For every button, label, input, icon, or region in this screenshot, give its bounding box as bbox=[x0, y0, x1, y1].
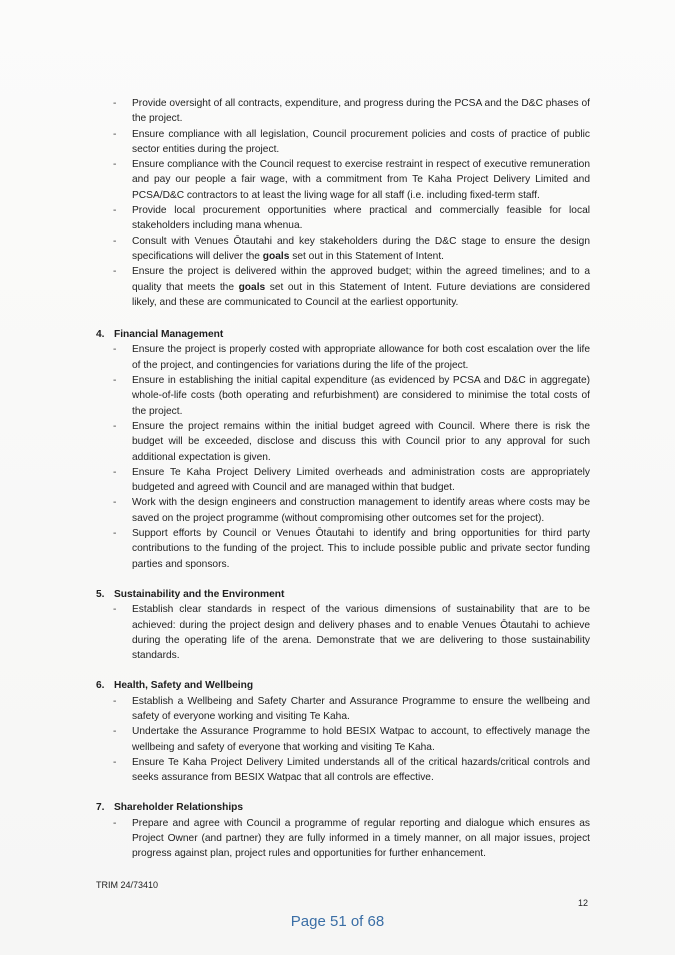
list-item: - Ensure compliance with all legislation, Council procurement policies and costs of practice of public sector entities during the project. bbox=[96, 127, 590, 158]
page-indicator: Page 51 of 68 bbox=[290, 913, 385, 930]
section-heading bbox=[96, 678, 590, 693]
list-item: - Prepare and agree with Council a programme of regular reporting and dialogue which ensures as Project Owner (and partner) they are fully informed in a timely manner, on all major issues, project progress against plan, project rules and opportunities for further enhancement. bbox=[96, 816, 590, 862]
document-body bbox=[96, 96, 590, 862]
section-heading bbox=[96, 587, 590, 602]
section-bullet-list bbox=[96, 342, 590, 571]
section-title: Financial Management bbox=[114, 329, 224, 341]
list-item: - Provide local procurement opportunities where practical and commercially feasible for local stakeholders including mana whenua. bbox=[96, 203, 590, 234]
section-title: Shareholder Relationships bbox=[114, 802, 244, 814]
section-heading bbox=[96, 800, 590, 815]
section-sustainability bbox=[96, 587, 590, 663]
list-item: - Ensure in establishing the initial capital expenditure (as evidenced by PCSA and D&C in aggregate) whole-of-life costs (both operating and refurbishment) are considered to minimise the total costs of the project. bbox=[96, 373, 590, 419]
intro-bullet-list bbox=[96, 96, 590, 310]
list-item: - Provide oversight of all contracts, expenditure, and progress during the PCSA and the D&C phases of the project. bbox=[96, 96, 590, 127]
text-segment: set out in this Statement of Intent. Future deviations are considered likely, and these are communicated to Council at the earliest opportunity. bbox=[132, 281, 590, 308]
section-number: 7. bbox=[96, 802, 105, 814]
list-item bbox=[96, 264, 590, 310]
list-item: - Ensure Te Kaha Project Delivery Limited understands all of the critical hazards/critical controls and seeks assurance from BESIX Watpac that all controls are effective. bbox=[96, 755, 590, 786]
section-number: 6. bbox=[96, 680, 105, 692]
list-item: - Ensure the project remains within the initial budget agreed with Council. Where there is risk the budget will be exceeded, disclose and discuss this with Council prior to any approval for such additional expectation is given. bbox=[96, 419, 590, 465]
section-shareholder-relationships bbox=[96, 800, 590, 861]
bold-goals: goals bbox=[262, 250, 290, 262]
section-financial-management bbox=[96, 327, 590, 572]
text-segment: set out in this Statement of Intent. bbox=[289, 250, 445, 262]
bold-goals: goals bbox=[238, 281, 266, 293]
list-item: - Undertake the Assurance Programme to hold BESIX Watpac to account, to effectively manage the wellbeing and safety of everyone that working and visiting Te Kaha. bbox=[96, 724, 590, 755]
section-bullet-list bbox=[96, 816, 590, 862]
list-item bbox=[96, 234, 590, 265]
section-heading bbox=[96, 327, 590, 342]
text-segment: Ensure the project is delivered within the approved budget; within the agreed timelines; and to a quality that meets the bbox=[132, 266, 590, 293]
section-bullet-list bbox=[96, 694, 590, 786]
list-item: - Work with the design engineers and construction management to identify areas where costs may be saved on the project programme (without compromising other outcomes set for the project). bbox=[96, 495, 590, 526]
text-segment: Consult with Venues Ōtautahi and key stakeholders during the D&C stage to ensure the design specifications will deliver the bbox=[132, 235, 590, 262]
list-item: - Ensure compliance with the Council request to exercise restraint in respect of executive remuneration and pay our people a fair wage, with a commitment from Te Kaha Project Delivery Limited and PCSA/D&C contractors to at least the living wage for all staff (i.e. including fixed-term staff. bbox=[96, 157, 590, 203]
section-health-safety bbox=[96, 678, 590, 785]
section-number: 4. bbox=[96, 329, 105, 341]
list-item: - Ensure Te Kaha Project Delivery Limited overheads and administration costs are appropriately budgeted and agreed with Council and are managed within that budget. bbox=[96, 465, 590, 496]
list-item: - Ensure the project is properly costed with appropriate allowance for both cost escalation over the life of the project, and contingencies for variations during the life of the project. bbox=[96, 342, 590, 373]
section-bullet-list bbox=[96, 602, 590, 663]
trim-reference: TRIM 24/73410 bbox=[96, 880, 159, 890]
page-number: 12 bbox=[578, 898, 589, 908]
list-item: - Establish clear standards in respect of the various dimensions of sustainability that are to be achieved: during the project design and delivery phases and to enable Venues Ōtautahi to achieve during the operating life of the arena. Demonstrate that we are delivering to those sustainability standards. bbox=[96, 602, 590, 663]
section-number: 5. bbox=[96, 588, 105, 600]
section-title: Health, Safety and Wellbeing bbox=[114, 680, 254, 692]
list-item: - Support efforts by Council or Venues Ōtautahi to identify and bring opportunities for third party contributions to the funding of the project. This to include possible public and private sector funding parties and sponsors. bbox=[96, 526, 590, 572]
section-title: Sustainability and the Environment bbox=[114, 588, 285, 600]
list-item: - Establish a Wellbeing and Safety Charter and Assurance Programme to ensure the wellbeing and safety of everyone working and visiting Te Kaha. bbox=[96, 694, 590, 725]
